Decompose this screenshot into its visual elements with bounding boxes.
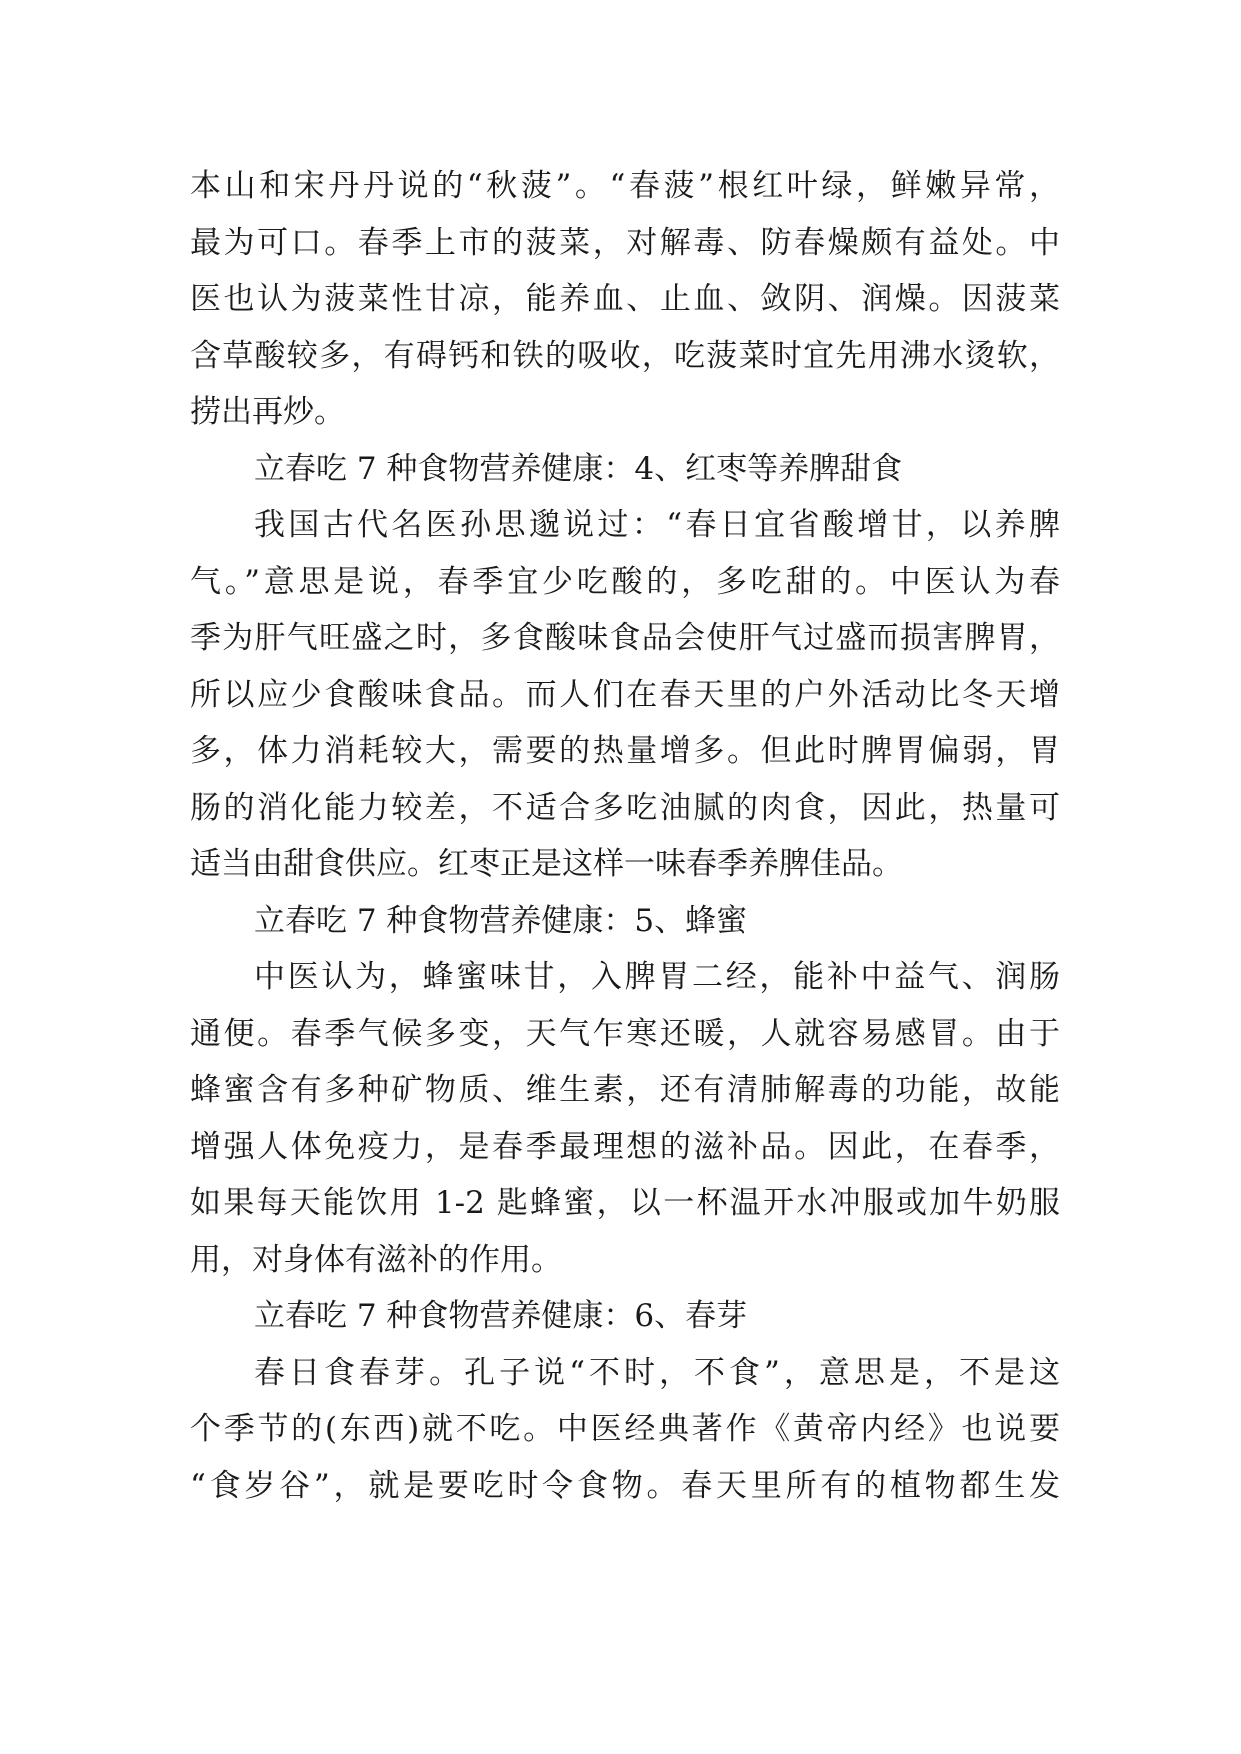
text-line: 如果每天能饮用 1-2 匙蜂蜜，以一杯温开水冲服或加牛奶服: [190, 1185, 1060, 1221]
text-line: 春日食春芽。孔子说“不时，不食”，意思是，不是这: [254, 1354, 1060, 1391]
text-line: 气。”意思是说，春季宜少吃酸的，多吃甜的。中医认为春: [190, 563, 1060, 600]
text-line: 医也认为菠菜性甘凉，能养血、止血、敛阴、润燥。因菠菜: [190, 281, 1060, 317]
text-line: 肠的消化能力较差，不适合多吃油腻的肉食，因此，热量可: [190, 789, 1060, 826]
text-line: 所以应少食酸味食品。而人们在春天里的户外活动比冬天增: [190, 676, 1060, 713]
text-line: 通便。春季气候多变，天气乍寒还暖，人就容易感冒。由于: [190, 1015, 1060, 1052]
text-line: 适当由甜食供应。红枣正是这样一味春季养脾佳品。: [190, 846, 903, 882]
section-heading: 立春吃 7 种食物营养健康：4、红枣等养脾甜食: [254, 450, 903, 487]
text-line: 增强人体免疫力，是春季最理想的滋补品。因此，在春季，: [190, 1128, 1060, 1165]
text-line: 用，对身体有滋补的作用。: [190, 1241, 562, 1278]
text-line: 最为可口。春季上市的菠菜，对解毒、防春燥颇有益处。中: [190, 224, 1060, 261]
text-line: 含草酸较多，有碍钙和铁的吸收，吃菠菜时宜先用沸水烫软，: [190, 337, 1060, 374]
text-line: 本山和宋丹丹说的“秋菠”。“春菠”根红叶绿，鲜嫩异常，: [190, 168, 1060, 204]
text-line: 中医认为，蜂蜜味甘，入脾胃二经，能补中益气、润肠: [254, 959, 1060, 995]
section-heading: 立春吃 7 种食物营养健康：6、春芽: [254, 1298, 748, 1334]
text-line: 个季节的(东西)就不吃。中医经典著作《黄帝内经》也说要: [190, 1411, 1060, 1447]
section-heading: 立春吃 7 种食物营养健康：5、蜂蜜: [254, 902, 748, 939]
text-line: 蜂蜜含有多种矿物质、维生素，还有清肺解毒的功能，故能: [190, 1072, 1060, 1108]
text-line: 季为肝气旺盛之时，多食酸味食品会使肝气过盛而损害脾胃，: [190, 620, 1060, 656]
document-body: [190, 158, 1060, 1514]
text-line: 我国古代名医孙思邈说过：“春日宜省酸增甘，以养脾: [254, 507, 1060, 543]
text-line: 捞出再炒。: [190, 394, 345, 430]
text-line: “食岁谷”，就是要吃时令食物。春天里所有的植物都生发: [190, 1467, 1060, 1504]
text-line: 多，体力消耗较大，需要的热量增多。但此时脾胃偏弱，胃: [190, 733, 1060, 769]
